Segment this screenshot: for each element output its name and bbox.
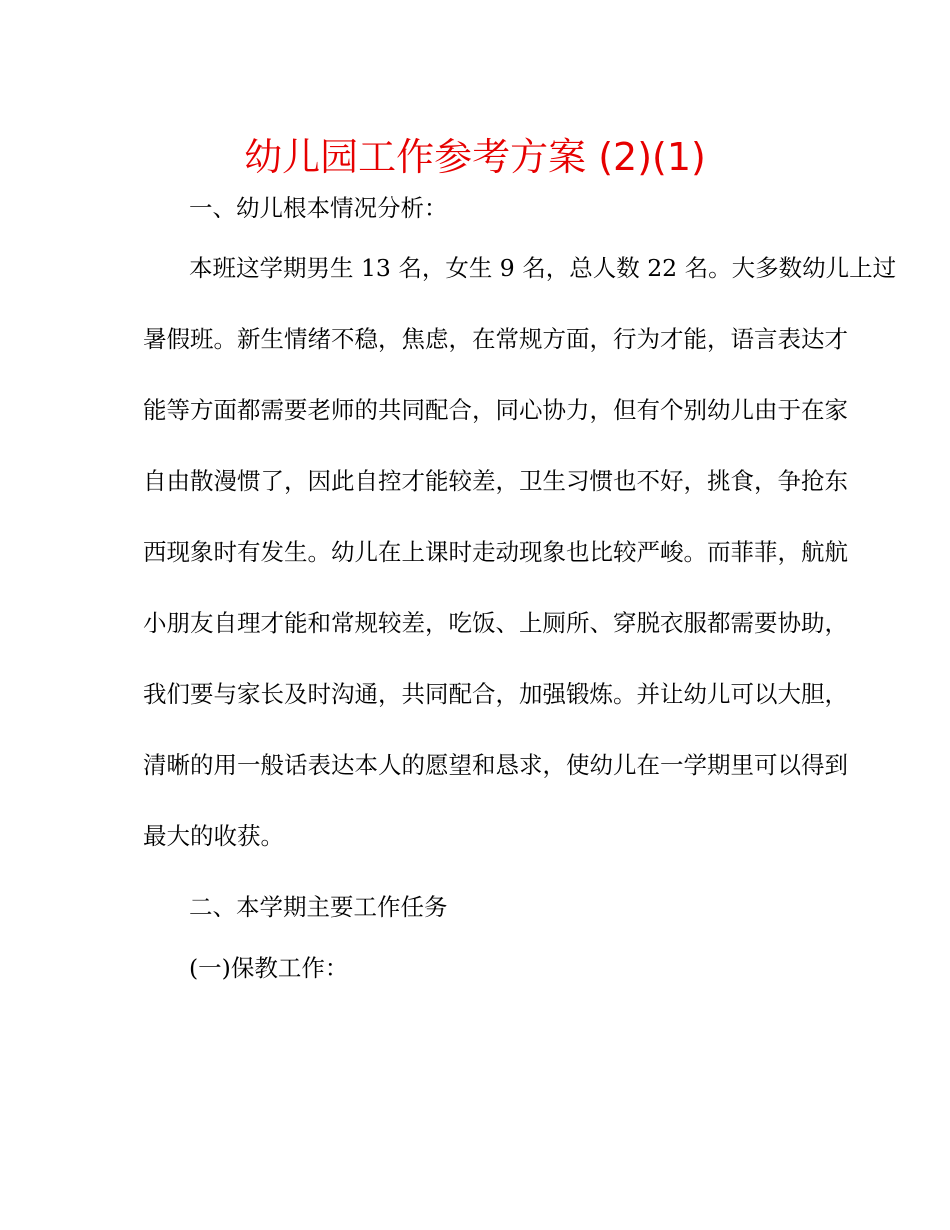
paragraph-line: 清晰的用一般话表达本人的愿望和恳求，使幼儿在一学期里可以得到: [143, 751, 848, 779]
paragraph-line: 最大的收获。: [143, 822, 284, 850]
paragraph-line: 自由散漫惯了，因此自控才能较差，卫生习惯也不好，挑食，争抢东: [143, 467, 848, 495]
paragraph-line: 能等方面都需要老师的共同配合，同心协力，但有个别幼儿由于在家: [143, 396, 848, 424]
paragraph-line: 小朋友自理才能和常规较差，吃饭、上厕所、穿脱衣服都需要协助，: [143, 609, 848, 637]
subsection-heading: (一)保教工作：: [189, 954, 349, 982]
section-heading-1: 一、幼儿根本情况分析：: [189, 194, 448, 222]
paragraph-line: 暑假班。新生情绪不稳，焦虑，在常规方面，行为才能，语言表达才: [143, 325, 848, 353]
paragraph-line: 我们要与家长及时沟通，共同配合，加强锻炼。并让幼儿可以大胆，: [143, 680, 848, 708]
section-heading-2: 二、本学期主要工作任务: [189, 893, 448, 921]
document-title: 幼儿园工作参考方案 (2)(1): [244, 135, 706, 179]
paragraph-line: 本班这学期男生 13 名，女生 9 名，总人数 22 名。大多数幼儿上过: [189, 254, 897, 282]
paragraph-line: 西现象时有发生。幼儿在上课时走动现象也比较严峻。而菲菲，航航: [143, 538, 848, 566]
